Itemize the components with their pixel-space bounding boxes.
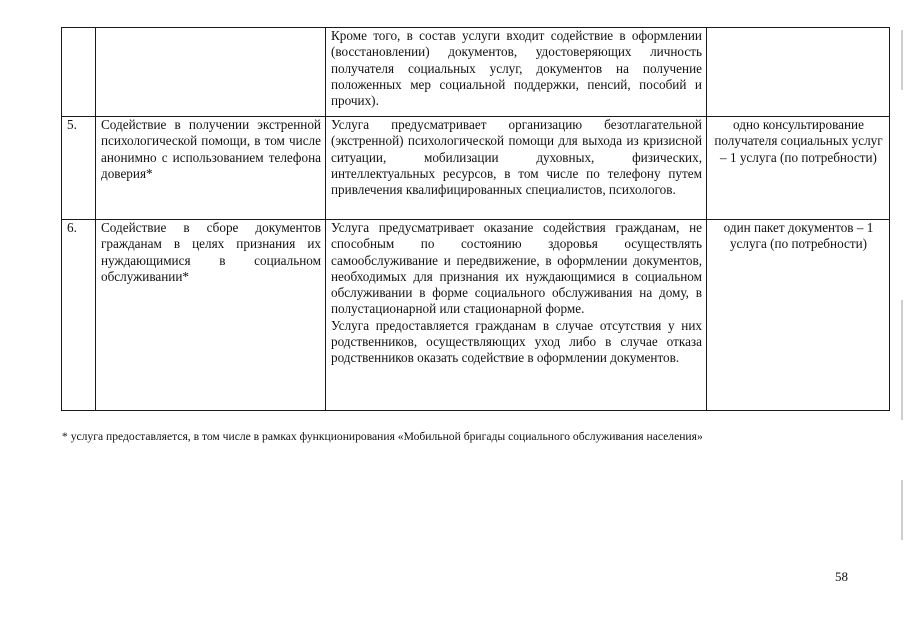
table-row <box>62 220 890 411</box>
service-description <box>326 220 707 411</box>
description-paragraph: Услуга предусматривает организацию безотлагательной (экстренной) психологической помощи для выхода из кризисной ситуации, мобилизации духовных, физических, интеллектуальных ресурсов, в том числе по телефону путем привлечения квалифицированных специалистов, психологов. <box>331 117 702 198</box>
scan-edge-mark <box>901 480 903 540</box>
service-volume: одно консультирование получателя социальных услуг – 1 услуга (по потребности) <box>707 117 890 220</box>
service-volume <box>707 28 890 117</box>
service-volume: один пакет документов – 1 услуга (по потребности) <box>707 220 890 411</box>
service-name <box>96 28 326 117</box>
row-number <box>62 28 96 117</box>
description-paragraph: Кроме того, в состав услуги входит содействие в оформлении (восстановлении) документов, удостоверяющих личность получателя социальных услуг, документов на получение положенных мер социальной поддержки, пенсий, пособий и прочих). <box>331 28 702 109</box>
scan-edge-mark <box>901 300 903 420</box>
service-name: Содействие в получении экстренной психологической помощи, в том числе анонимно с использованием телефона доверия* <box>96 117 326 220</box>
description-paragraph: Услуга предусматривает оказание содействия гражданам, не способным по состоянию здоровья осуществлять самообслуживание и передвижение, в оформлении документов, необходимых для признания их нуждающимися в социальном обслуживании в форме социального обслуживания на дому, в полустационарной или стационарной форме. <box>331 220 702 317</box>
service-description <box>326 28 707 117</box>
footnote: * услуга предоставляется, в том числе в рамках функционирования «Мобильной бригады социального обслуживания населения» <box>62 430 703 443</box>
table-row <box>62 117 890 220</box>
table-row <box>62 28 890 117</box>
scan-edge-mark <box>901 30 903 90</box>
service-name: Содействие в сборе документов гражданам в целях признания их нуждающимися в социальном обслуживании* <box>96 220 326 411</box>
row-number: 6. <box>62 220 96 411</box>
description-paragraph: Услуга предоставляется гражданам в случае отсутствия у них родственников, осуществляющих уход либо в случае отказа родственников оказать содействие в оформлении документов. <box>331 317 702 366</box>
row-number: 5. <box>62 117 96 220</box>
page-number: 58 <box>835 569 848 584</box>
services-table <box>61 27 890 411</box>
service-description <box>326 117 707 220</box>
